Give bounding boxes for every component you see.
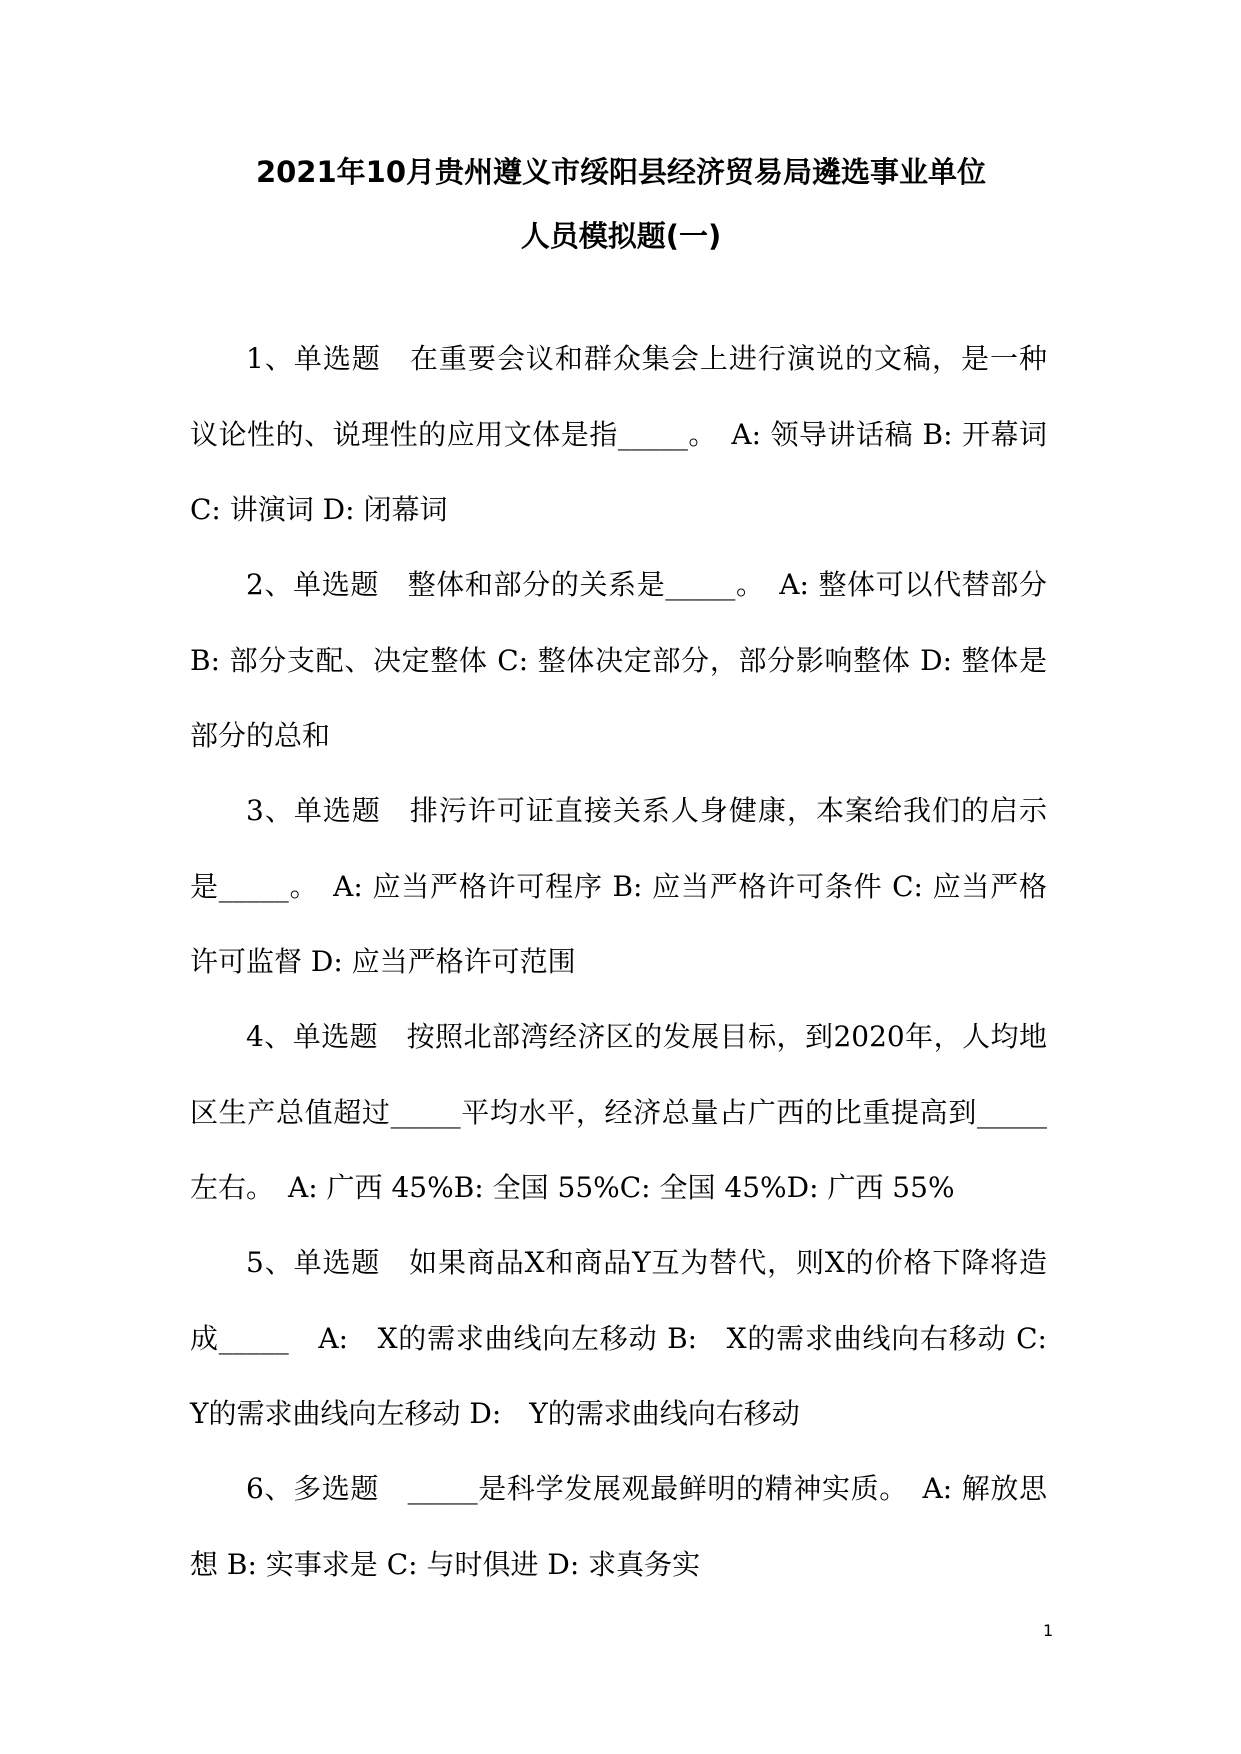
document-title-line-1: 2021年10月贵州遵义市绥阳县经济贸易局遴选事业单位 — [255, 155, 987, 189]
question-2: 2、单选题 整体和部分的关系是_____。 A: 整体可以代替部分 B: 部分支配、决定整体 C: 整体决定部分，部分影响整体 D: 整体是部分的总和 — [190, 568, 1047, 752]
question-4: 4、单选题 按照北部湾经济区的发展目标，到2020年，人均地区生产总值超过_____平均水平，经济总量占广西的比重提高到_____左右。 A: 广西 45%B: 全国 55%C: 全国 45%D: 广西 55% — [190, 1020, 1047, 1204]
document-title-line-2: 人员模拟题(一) — [520, 219, 722, 253]
page-number: 1 — [1043, 1621, 1054, 1640]
question-1: 1、单选题 在重要会议和群众集会上进行演说的文稿，是一种议论性的、说理性的应用文体是指_____。 A: 领导讲话稿 B: 开幕词 C: 讲演词 D: 闭幕词 — [190, 342, 1047, 526]
question-3: 3、单选题 排污许可证直接关系人身健康，本案给我们的启示是_____。 A: 应当严格许可程序 B: 应当严格许可条件 C: 应当严格许可监督 D: 应当严格许可范围 — [190, 794, 1047, 978]
question-5: 5、单选题 如果商品X和商品Y互为替代，则X的价格下降将造成_____ A: X的需求曲线向左移动 B: X的需求曲线向右移动 C: Y的需求曲线向左移动 D: Y的需求曲线向右移动 — [190, 1246, 1076, 1430]
question-6: 6、多选题 _____是科学发展观最鲜明的精神实质。 A: 解放思想 B: 实事求是 C: 与时俱进 D: 求真务实 — [190, 1472, 1047, 1581]
